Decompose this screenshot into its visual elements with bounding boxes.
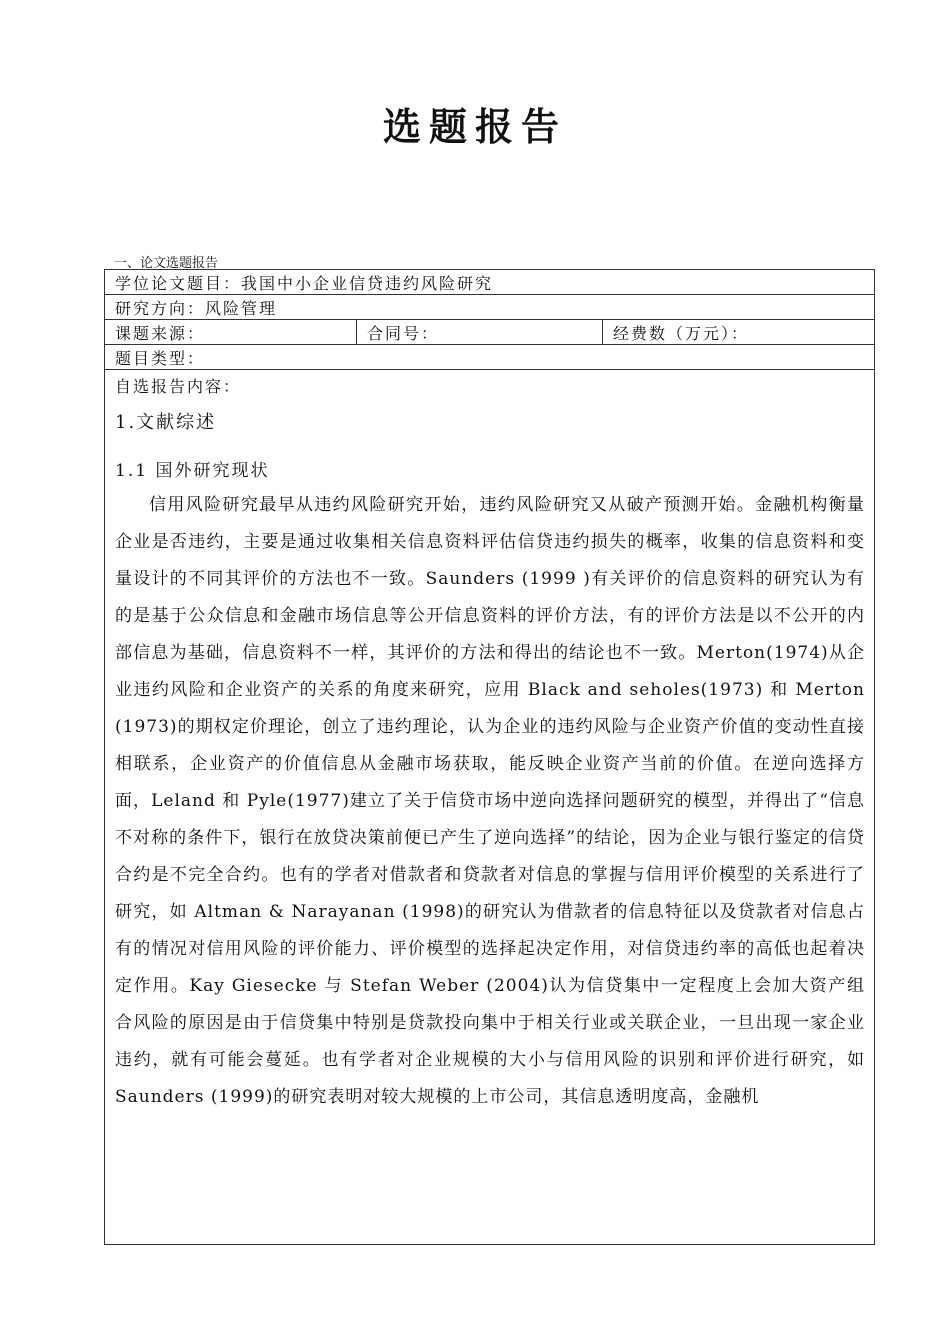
section-label: 一、论文选题报告 bbox=[114, 255, 219, 270]
contract-number-field: 合同号： bbox=[357, 320, 603, 344]
research-direction-field: 研究方向：风险管理 bbox=[115, 298, 278, 318]
thesis-title-row bbox=[105, 270, 874, 295]
topic-type-field: 题目类型： bbox=[115, 348, 206, 368]
report-form bbox=[104, 269, 875, 1245]
research-direction-row bbox=[105, 295, 874, 320]
report-content-label: 自选报告内容： bbox=[115, 377, 242, 396]
heading-literature-review: 1.文献综述 bbox=[115, 412, 217, 433]
page-title: 选题报告 bbox=[382, 104, 567, 149]
topic-type-row bbox=[105, 345, 874, 370]
topic-source-field: 课题来源： bbox=[105, 320, 357, 344]
heading-foreign-research: 1.1 国外研究现状 bbox=[115, 461, 270, 481]
body-paragraph: 信用风险研究最早从违约风险研究开始，违约风险研究又从破产预测开始。金融机构衡量企业是否违约，主要是通过收集相关信息资料评估信贷违约损失的概率，收集的信息资料和变量设计的不同其评价的方法也不一致。Saunders (1999 )有关评价的信息资料的研究认为有的是基于公众信息和金融市场信息等公开信息资料的评价方法，有的评价方法是以不公开的内部信息为基础，信息资料不一样，其评价的方法和得出的结论也不一致。Merton(1974)从企业违约风险和企业资产的关系的角度来研究，应用 Black and seholes(1973) 和 Merton (1973)的期权定价理论，创立了违约理论，认为企业的违约风险与企业资产价值的变动性直接相联系，企业资产的价值信息从金融市场获取，能反映企业资产当前的价值。在逆向选择方面，Leland 和 Pyle(1977)建立了关于信贷市场中逆向选择问题研究的模型，并得出了“信息不对称的条件下，银行在放贷决策前便已产生了逆向选择”的结论，因为企业与银行鉴定的信贷合约是不完全合约。也有的学者对借款者和贷款者对信息的掌握与信用评价模型的关系进行了研究，如 Altman & Narayanan (1998)的研究认为借款者的信息特征以及贷款者对信息占有的情况对信用风险的评价能力、评价模型的选择起决定作用，对信贷违约率的高低也起着决定作用。Kay Giesecke 与 Stefan Weber (2004)认为信贷集中一定程度上会加大资产组合风险的原因是由于信贷集中特别是贷款投向集中于相关行业或关联企业，一旦出现一家企业违约，就有可能会蔓延。也有学者对企业规模的大小与信用风险的识别和评价进行研究，如 Saunders (1999)的研究表明对较大规模的上市公司，其信息透明度高，金融机 bbox=[115, 495, 865, 1107]
funding-field: 经费数（万元）： bbox=[613, 323, 750, 343]
source-contract-funding-row bbox=[105, 320, 874, 345]
thesis-title-field: 学位论文题目：我国中小企业信贷违约风险研究 bbox=[115, 273, 494, 293]
report-content bbox=[105, 370, 874, 1116]
